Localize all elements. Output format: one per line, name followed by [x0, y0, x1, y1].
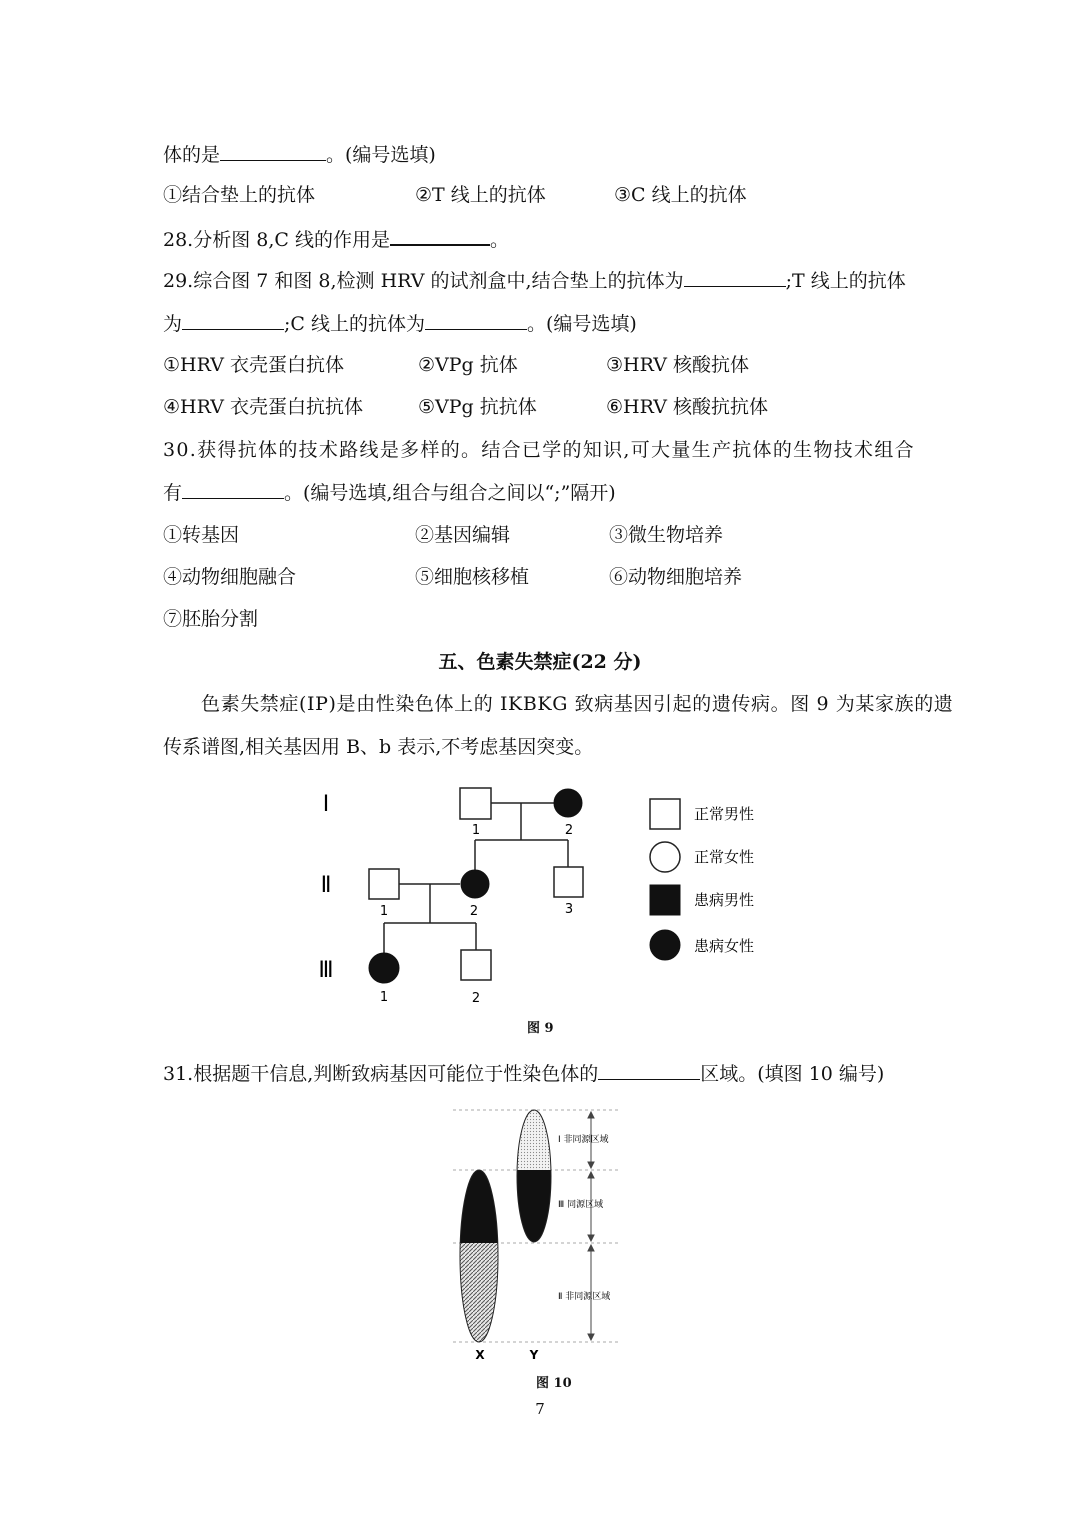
section-5-intro-2: 传系谱图,相关基因用 B、b 表示,不考虑基因突变。 [163, 736, 594, 758]
q29-option-1: ①HRV 衣壳蛋白抗体 [163, 354, 344, 376]
number-II1: 1 [379, 904, 389, 919]
q30-option-3: ③微生物培养 [609, 524, 724, 546]
q29-blank-cline[interactable] [425, 311, 527, 330]
q28-line [163, 226, 509, 252]
q29-line2-mid: ;C 线上的抗体为 [284, 313, 425, 335]
individual-III2-normal-male [461, 950, 491, 980]
section-5-intro-1: 色素失禁症(IP)是由性染色体上的 IKBKG 致病基因引起的遗传病。图 9 为某家族的遗 [201, 693, 954, 715]
q29-option-3: ③HRV 核酸抗体 [606, 354, 749, 376]
individual-II3-normal-male [554, 867, 583, 897]
q29-line1-pre: 29.综合图 7 和图 8,检测 HRV 的试剂盒中,结合垫上的抗体为 [163, 270, 684, 292]
q30-option-2: ②基因编辑 [415, 524, 511, 546]
individual-I1-normal-male [460, 788, 491, 819]
legend-normal-female-symbol [650, 842, 680, 872]
q31-answer-blank[interactable] [598, 1061, 700, 1080]
q27-tail-line [163, 142, 436, 167]
q30-option-5: ⑤细胞核移植 [415, 566, 530, 588]
q30-answer-blank[interactable] [182, 480, 284, 499]
generation-label-III: Ⅲ [318, 958, 334, 983]
q29-option-6: ⑥HRV 核酸抗抗体 [606, 396, 768, 418]
q29-line-1 [163, 268, 906, 293]
legend-affected-male-symbol [650, 885, 680, 915]
sex-chromosome-figure [445, 1100, 645, 1370]
individual-III1-affected-female [369, 953, 399, 983]
q30-option-6: ⑥动物细胞培养 [609, 566, 743, 588]
pedigree-figure [300, 775, 780, 1015]
individual-II1-normal-male [369, 869, 399, 899]
region-arrows [588, 1112, 594, 1340]
region-label-III: Ⅲ 同源区域 [558, 1200, 604, 1210]
q29-blank-tline[interactable] [182, 311, 284, 330]
q31-pre: 31.根据题干信息,判断致病基因可能位于性染色体的 [163, 1063, 599, 1085]
number-I2: 2 [564, 823, 574, 838]
q31-line [163, 1061, 884, 1086]
individual-II2-affected-female [461, 870, 489, 898]
q28-post: 。 [489, 229, 509, 251]
q30-option-4: ④动物细胞融合 [163, 566, 297, 588]
legend-affected-female-symbol [650, 930, 680, 960]
q31-post: 区域。(填图 10 编号) [700, 1063, 885, 1085]
page-number: 7 [535, 1400, 545, 1418]
region-label-II: Ⅱ 非同源区域 [558, 1292, 611, 1302]
figure-9-caption: 图 9 [527, 1021, 554, 1036]
q30-line2-post: 。(编号选填,组合与组合之间以“;”隔开) [284, 482, 616, 504]
q29-option-4: ④HRV 衣壳蛋白抗抗体 [163, 396, 363, 418]
q30-option-7: ⑦胚胎分割 [163, 608, 259, 630]
legend-normal-male-symbol [650, 799, 680, 829]
q29-line2-post: 。(编号选填) [527, 313, 637, 335]
q29-line2-pre: 为 [163, 313, 183, 335]
number-III1: 1 [379, 990, 389, 1005]
q30-line-1: 30.获得抗体的技术路线是多样的。结合已学的知识,可大量生产抗体的生物技术组合 [163, 439, 915, 461]
q28-answer-blank[interactable] [390, 226, 490, 246]
q27-answer-blank[interactable] [220, 142, 326, 161]
y-chromosome [511, 1105, 561, 1250]
q29-option-2: ②VPg 抗体 [418, 354, 518, 376]
q30-line2-pre: 有 [163, 482, 183, 504]
generation-label-II: Ⅱ [320, 873, 332, 898]
x-label: X [475, 1348, 485, 1362]
number-I1: 1 [471, 823, 481, 838]
number-II2: 2 [469, 904, 479, 919]
generation-label-I: Ⅰ [322, 792, 330, 817]
q27-tail-pre: 体的是 [163, 144, 221, 166]
legend-affected-male-label: 患病男性 [694, 891, 755, 909]
legend-normal-female-label: 正常女性 [694, 848, 755, 866]
number-III2: 2 [471, 991, 481, 1006]
q27-option-3: ③C 线上的抗体 [614, 184, 747, 206]
q30-line-2 [163, 480, 616, 505]
q29-line1-post: ;T 线上的抗体 [785, 270, 906, 292]
q30-option-1: ①转基因 [163, 524, 240, 546]
q28-pre: 28.分析图 8,C 线的作用是 [163, 229, 390, 251]
section-5-title: 五、色素失禁症(22 分) [438, 651, 642, 673]
q27-option-1: ①结合垫上的抗体 [163, 184, 316, 206]
q27-tail-post: 。(编号选填) [326, 144, 436, 166]
q29-option-5: ⑤VPg 抗抗体 [418, 396, 537, 418]
legend-affected-female-label: 患病女性 [694, 937, 755, 955]
y-label: Y [529, 1348, 539, 1362]
q29-blank-pad[interactable] [684, 268, 786, 287]
individual-I2-affected-female [554, 789, 582, 817]
q27-option-2: ②T 线上的抗体 [415, 184, 546, 206]
legend-normal-male-label: 正常男性 [694, 805, 755, 823]
figure-10-caption: 图 10 [536, 1376, 572, 1391]
region-label-I: Ⅰ 非同源区域 [558, 1135, 609, 1145]
number-II3: 3 [564, 902, 574, 917]
q29-line-2 [163, 311, 637, 336]
